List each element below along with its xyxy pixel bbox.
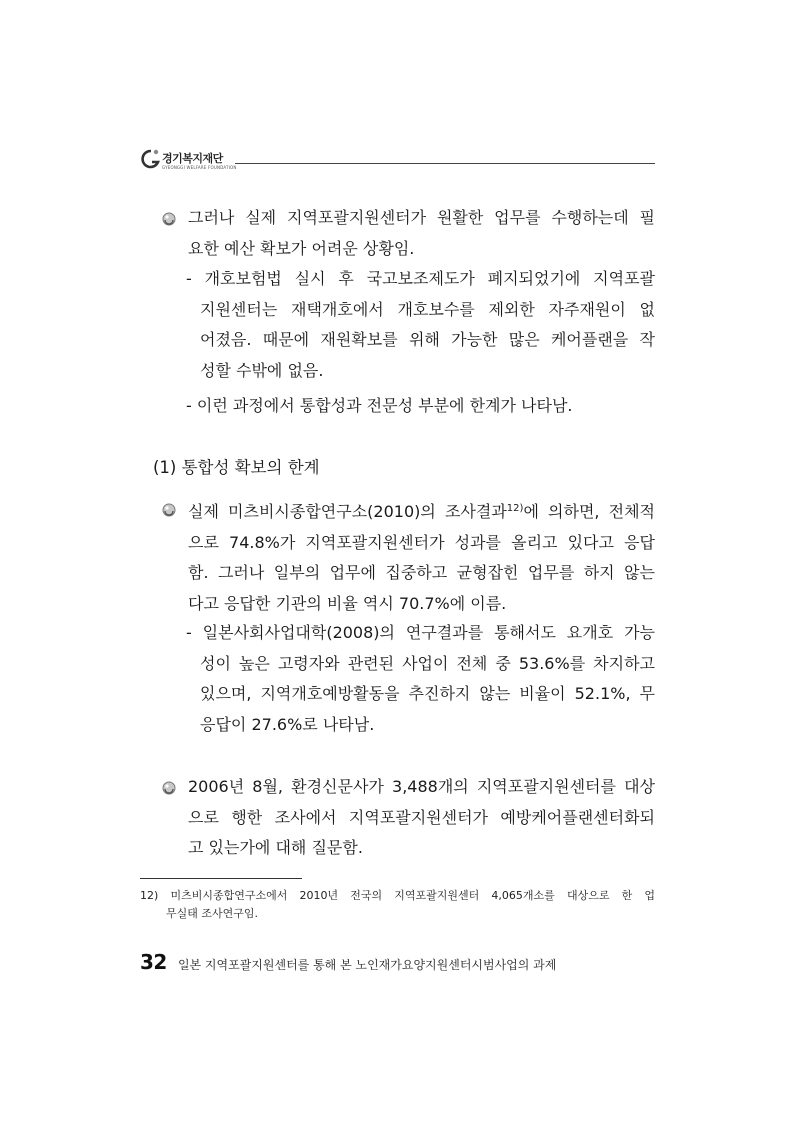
text-line: 으로 행한 조사에서 지역포괄지원센터가 예방케어플랜센터화되 (188, 807, 655, 827)
footnote-line: 12) 미츠비시종합연구소에서 2010년 전국의 지역포괄지원센터 4,065개소를 대상으로 한 업 (140, 889, 655, 902)
footnote-rule (140, 878, 302, 879)
footnote-ref: 12) (506, 503, 524, 514)
running-header (140, 146, 655, 174)
text-line: - 개호보험법 실시 후 국고보조제도가 폐지되었기에 지역포괄 (186, 269, 655, 288)
foundation-logo-icon (140, 148, 162, 172)
section-heading: (1) 통합성 확보의 한계 (153, 458, 320, 477)
text-line (188, 494, 655, 528)
text-line: 요한 예산 확보가 어려운 상황임. (188, 238, 415, 258)
paragraph-newspaper (188, 772, 655, 864)
text-line: 2006년 8월, 환경신문사가 3,488개의 지역포괄지원센터를 대상 (188, 777, 655, 796)
text-fragment: 에 의하면, 전체적 (523, 502, 656, 521)
text-line: 응답이 27.6%로 나타남. (200, 714, 375, 734)
footnote (140, 887, 655, 923)
text-line: 으로 74.8%가 지역포괄지원센터가 성과를 올리고 있다고 응답 (188, 532, 655, 552)
bullet-orb-icon (162, 212, 176, 226)
running-footer (140, 950, 655, 978)
text-line: - 이런 과정에서 통합성과 전문성 부분에 한계가 나타남. (186, 396, 573, 415)
bullet-orb-icon (162, 781, 176, 795)
text-line: 함. 그러나 일부의 업무에 집중하고 균형잡힌 업무를 하지 않는 (188, 563, 655, 582)
text-line: 다고 응답한 기관의 비율 역시 70.7%에 이름. (188, 593, 507, 613)
dash-item-insurance (186, 264, 655, 386)
org-name: 경기복지재단 (162, 152, 223, 165)
paragraph-survey (188, 494, 655, 619)
text-line: 성이 높은 고령자와 관련된 사업이 전체 중 53.6%를 차지하고 (200, 653, 655, 673)
text-line: 그러나 실제 지역포괄지원센터가 원활한 업무를 수행하는데 필 (188, 208, 655, 227)
header-rule (235, 163, 655, 164)
text-fragment: 실제 미츠비시종합연구소(2010)의 조사결과 (188, 502, 507, 521)
bullet-orb-icon (162, 503, 176, 517)
text-line: 지원센터는 재택개호에서 개호보수를 제외한 자주재원이 없 (200, 299, 655, 319)
book-title: 일본 지역포괄지원센터를 통해 본 노인재가요양지원센터시범사업의 과제 (177, 958, 557, 972)
text-line: 성할 수밖에 없음. (200, 360, 324, 380)
text-line: 고 있는가에 대해 질문함. (188, 838, 363, 857)
text-line: 있으며, 지역개호예방활동을 추진하지 않는 비율이 52.1%, 무 (200, 684, 655, 703)
paragraph-budget (188, 203, 655, 264)
text-line: 어졌음. 때문에 재원확보를 위해 가능한 많은 케어플랜을 작 (200, 330, 655, 349)
page-number: 32 (140, 950, 167, 974)
org-subtitle: GYEONGGI WELFARE FOUNDATION (162, 165, 237, 170)
text-line: - 일본사회사업대학(2008)의 연구결과를 통해서도 요개호 가능 (186, 623, 655, 642)
footnote-line: 무실태 조사연구임. (166, 907, 259, 920)
dash-item-university (186, 618, 655, 740)
dash-item-limits (186, 391, 655, 422)
